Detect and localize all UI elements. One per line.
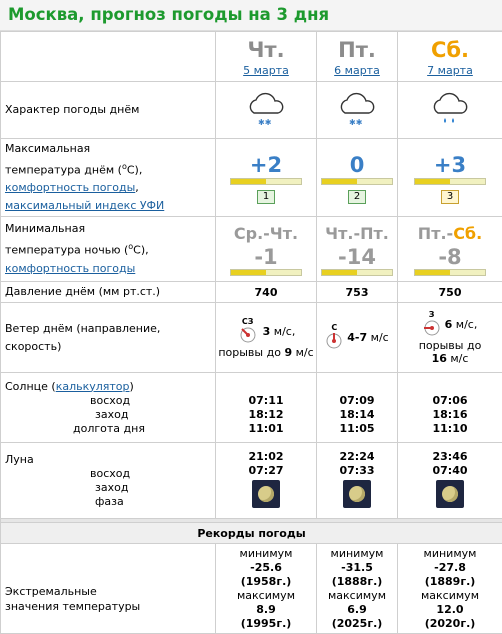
- page-title: Москва, прогноз погоды на 3 дня: [0, 0, 502, 31]
- record-max-year: (1995г.): [216, 617, 316, 631]
- moon-phase-icon: [252, 480, 280, 508]
- gust-unit: м/с: [450, 352, 468, 365]
- comfort-bar: [230, 269, 302, 276]
- degree-sup: o: [122, 162, 127, 171]
- days-header-row: [1, 32, 502, 82]
- night-pair: Ср.-Чт.: [216, 223, 316, 245]
- wind-direction: С: [325, 323, 343, 332]
- moon-cell: [216, 443, 317, 519]
- date-link[interactable]: 5 марта: [243, 64, 289, 77]
- label-text: температура днём (: [5, 163, 122, 176]
- tmin-label: [1, 217, 216, 282]
- sunset-time: 18:16: [398, 408, 502, 422]
- wind-compass-icon: [325, 323, 343, 352]
- record-cell: [216, 544, 317, 634]
- degree-sup: o: [128, 242, 133, 251]
- record-min-label: минимум: [398, 547, 502, 561]
- record-max-value: 6.9: [317, 603, 397, 617]
- tmin-value: -8: [398, 245, 502, 269]
- tmax-row: [1, 139, 502, 217]
- wind-cell: [317, 303, 398, 373]
- record-min-year: (1888г.): [317, 575, 397, 589]
- day-header-sat: [398, 32, 502, 82]
- moonrise-time: 21:02: [216, 450, 316, 464]
- sun-cell: [216, 373, 317, 443]
- moon-label: [1, 443, 216, 519]
- wind-cell: [216, 303, 317, 373]
- phase-label: фаза: [5, 495, 215, 509]
- wind-row: [1, 303, 502, 373]
- sunrise-time: 07:06: [398, 394, 502, 408]
- pressure-row: [1, 282, 502, 303]
- label-text: C),: [133, 244, 148, 257]
- weather-row: [1, 82, 502, 139]
- daylength-value: 11:01: [216, 422, 316, 436]
- day-name: Чт.: [216, 36, 316, 64]
- wind-unit: м/с,: [274, 325, 296, 338]
- daylength-value: 11:10: [398, 422, 502, 436]
- moonset-time: 07:40: [398, 464, 502, 478]
- sunset-label: заход: [5, 408, 215, 422]
- gust-unit: м/с: [296, 346, 314, 359]
- tmax-label-line: Максимальная: [5, 140, 215, 158]
- gust-text: порывы до: [419, 339, 482, 352]
- sunrise-label: восход: [5, 394, 215, 408]
- tmin-label-line: [5, 238, 215, 260]
- wind-speed: 6: [445, 318, 453, 331]
- records-header-row: [1, 523, 502, 544]
- moon-phase-icon: [343, 480, 371, 508]
- gust-text: порывы до: [218, 346, 281, 359]
- sunset-time: 18:12: [216, 408, 316, 422]
- record-cell: [398, 544, 502, 634]
- wind-cell: [398, 303, 502, 373]
- tmin-label-line: Минимальная: [5, 220, 215, 238]
- label-text: температура ночью (: [5, 244, 128, 257]
- moon-phase-icon: [436, 480, 464, 508]
- record-min-year: (1889г.): [398, 575, 502, 589]
- svg-text:✱✱: ✱✱: [258, 118, 272, 127]
- day-header-thu: [216, 32, 317, 82]
- comfort-link[interactable]: комфортность погоды: [5, 181, 135, 194]
- gust-value: 9: [284, 346, 292, 359]
- records-row: [1, 544, 502, 634]
- moonrise-label: восход: [5, 467, 215, 481]
- pressure-label: Давление днём (мм рт.ст.): [1, 282, 216, 303]
- comfort-bar: [414, 178, 486, 185]
- record-max-label: максимум: [317, 589, 397, 603]
- moon-cell: [317, 443, 398, 519]
- sunrise-time: 07:11: [216, 394, 316, 408]
- cloud-snow-icon: [244, 89, 288, 129]
- comfort-bar: [414, 269, 486, 276]
- tmax-cell: [317, 139, 398, 217]
- day-header-fri: [317, 32, 398, 82]
- record-min-label: минимум: [317, 547, 397, 561]
- record-min-label: минимум: [216, 547, 316, 561]
- record-min-value: -31.5: [317, 561, 397, 575]
- svg-text:✱✱: ✱✱: [349, 118, 363, 127]
- pressure-value: 740: [216, 282, 317, 303]
- date-link[interactable]: 7 марта: [427, 64, 473, 77]
- sun-cell: [398, 373, 502, 443]
- comfort-bar: [230, 178, 302, 185]
- extreme-label: Экстремальные значения температуры: [1, 544, 216, 634]
- tmin-cell: [216, 217, 317, 282]
- tmax-cell: [216, 139, 317, 217]
- wind-speed: 3: [263, 325, 271, 338]
- pressure-value: 750: [398, 282, 502, 303]
- tmax-value: +3: [398, 152, 502, 178]
- sun-label: [1, 373, 216, 443]
- moonrise-time: 22:24: [317, 450, 397, 464]
- record-cell: [317, 544, 398, 634]
- record-min-value: -25.6: [216, 561, 316, 575]
- cloud-snow-icon: [335, 89, 379, 129]
- tmax-value: +2: [216, 152, 316, 178]
- record-max-label: максимум: [216, 589, 316, 603]
- tmin-value: -14: [317, 245, 397, 269]
- moonset-time: 07:27: [216, 464, 316, 478]
- label-text: C),: [127, 163, 142, 176]
- comfort-bar: [321, 269, 393, 276]
- empty-corner: [1, 32, 216, 82]
- pressure-value: 753: [317, 282, 398, 303]
- night-pair: Чт.-Пт.: [317, 223, 397, 245]
- wind-direction: СЗ: [237, 317, 259, 326]
- tmin-cell: [317, 217, 398, 282]
- uvi-badge: 2: [348, 190, 366, 204]
- gust-value: 16: [432, 352, 447, 365]
- moonset-label: заход: [5, 481, 215, 495]
- tmin-value: -1: [216, 245, 316, 269]
- uvi-badge: 1: [257, 190, 275, 204]
- wind-unit: м/с,: [456, 318, 478, 331]
- forecast-table: [0, 31, 502, 634]
- record-min-value: -27.8: [398, 561, 502, 575]
- comfort-link[interactable]: комфортность погоды: [5, 262, 135, 275]
- day-name: Пт.: [317, 36, 397, 64]
- records-title: Рекорды погоды: [1, 523, 502, 544]
- sun-calculator-link[interactable]: калькулятор: [56, 380, 130, 393]
- wind-compass-icon: [237, 317, 259, 346]
- wind-speed: 4-7: [347, 331, 367, 344]
- record-max-value: 8.9: [216, 603, 316, 617]
- moonrise-time: 23:46: [398, 450, 502, 464]
- wind-label: Ветер днём (направление, скорость): [1, 303, 216, 373]
- night-pair-a: Пт.-: [418, 224, 453, 243]
- sunrise-time: 07:09: [317, 394, 397, 408]
- moon-row: [1, 443, 502, 519]
- night-pair-b: Сб.: [453, 224, 482, 243]
- sun-title: Солнце (: [5, 380, 56, 393]
- tmax-cell: [398, 139, 502, 217]
- sun-title-close: ): [130, 380, 134, 393]
- tmax-value: 0: [317, 152, 397, 178]
- uvi-link[interactable]: максимальный индекс УФИ: [5, 199, 164, 212]
- sun-cell: [317, 373, 398, 443]
- moonset-time: 07:33: [317, 464, 397, 478]
- record-max-value: 12.0: [398, 603, 502, 617]
- uvi-badge: 3: [441, 190, 459, 204]
- weather-cell: [398, 82, 502, 139]
- moon-cell: [398, 443, 502, 519]
- daylength-value: 11:05: [317, 422, 397, 436]
- date-link[interactable]: 6 марта: [334, 64, 380, 77]
- tmax-label-line: [5, 158, 215, 180]
- tmax-label: Максимальная температура днём ($^o$C), комфортность погоды, максимальный индекс УФИ: [1, 139, 216, 217]
- record-max-year: (2020г.): [398, 617, 502, 631]
- weather-cell: [216, 82, 317, 139]
- tmin-row: [1, 217, 502, 282]
- wind-compass-icon: [423, 310, 441, 339]
- wind-direction: З: [423, 310, 441, 319]
- record-max-label: максимум: [398, 589, 502, 603]
- weather-label: Характер погоды днём: [1, 82, 216, 139]
- night-pair: [398, 223, 502, 245]
- record-max-year: (2025г.): [317, 617, 397, 631]
- record-min-year: (1958г.): [216, 575, 316, 589]
- daylength-label: долгота дня: [5, 422, 215, 436]
- comfort-bar: [321, 178, 393, 185]
- cloud-rain-icon: [428, 89, 472, 129]
- day-name: Сб.: [398, 36, 502, 64]
- tmin-cell: [398, 217, 502, 282]
- wind-unit: м/с: [371, 331, 389, 344]
- sunset-time: 18:14: [317, 408, 397, 422]
- sun-row: [1, 373, 502, 443]
- moon-title: Луна: [5, 453, 215, 467]
- weather-cell: [317, 82, 398, 139]
